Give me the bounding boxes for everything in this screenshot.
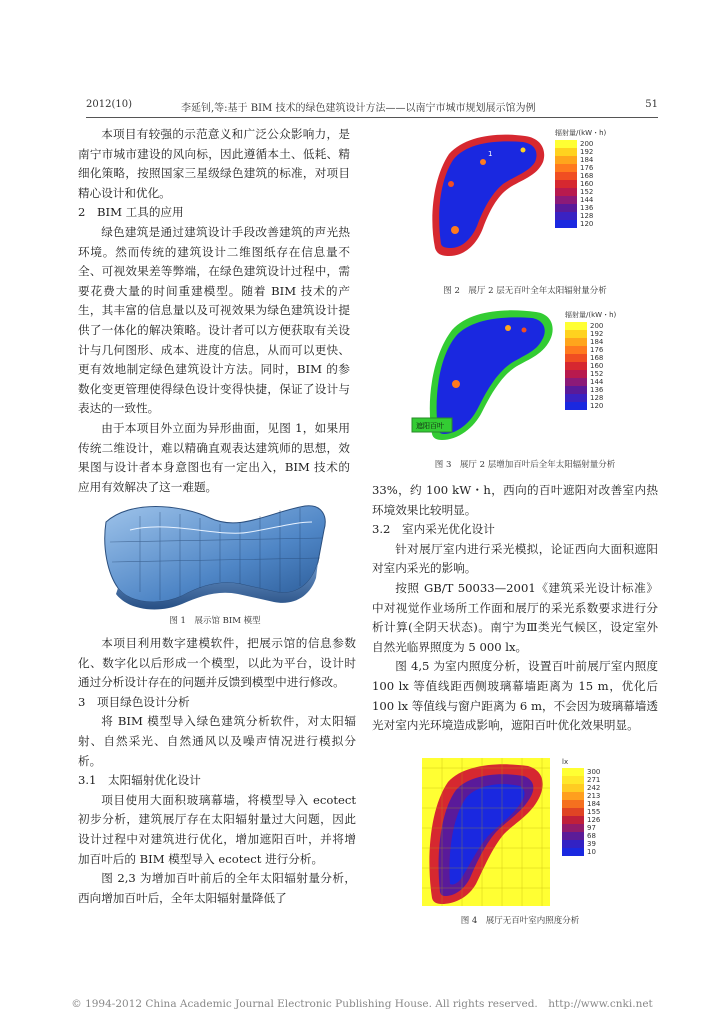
legend-entry [565, 386, 616, 394]
legend-entry [562, 800, 600, 808]
legend-value: 144 [580, 196, 594, 204]
legend-value: 152 [580, 188, 594, 196]
legend-swatch [565, 354, 587, 362]
figure-4-legend [562, 758, 600, 856]
legend-entry [562, 792, 600, 800]
legend-value: 176 [590, 346, 604, 354]
legend-value: 39 [587, 840, 596, 848]
legend-value: 136 [590, 386, 604, 394]
right-column-text [372, 481, 658, 736]
legend-entry [555, 188, 606, 196]
legend-value: 184 [590, 338, 604, 346]
legend-value: 97 [587, 824, 596, 832]
legend-swatch [562, 800, 584, 808]
legend-swatch [565, 402, 587, 410]
legend-value: 168 [590, 354, 604, 362]
legend-entry [555, 140, 606, 148]
legend-entry [555, 164, 606, 172]
figure-4-caption: 图 4 展厅无百叶室内照度分析 [460, 916, 580, 926]
legend-swatch [565, 378, 587, 386]
legend-entry [555, 172, 606, 180]
legend-value: 213 [587, 792, 601, 800]
paragraph: 本项目有较强的示范意义和广泛公众影响力，是南宁市城市建设的风向标，因此遵循本土、低耗、精细化策略，按照国家三星级绿色建筑的标准，对项目精心设计和优化。 [78, 127, 350, 200]
paragraph: 由于本项目外立面为异形曲面，见图 1，如果用传统二维设计，难以精确直观表达建筑师的思想，效果图与设计者本身意图也有一定出入，BIM 技术的应用有效解决了这一难题。 [78, 420, 350, 494]
legend-value: 152 [590, 370, 604, 378]
legend-value: 184 [580, 156, 594, 164]
legend-entry [562, 784, 600, 792]
figure-3-radiation-map [410, 306, 560, 446]
legend-swatch [562, 848, 584, 856]
paragraph: 按照 GB/T 50033—2001《建筑采光设计标准》中对视觉作业场所工作面和展厅的采光系数要求进行分析计算(全阴天状态)。南宁为Ⅲ类光气候区，设定室外自然光临界照度为 5 000 lx。 [372, 580, 658, 654]
legend-swatch [565, 346, 587, 354]
legend-entry [562, 816, 600, 824]
legend-swatch [555, 188, 577, 196]
legend-entry [555, 196, 606, 204]
legend-swatch [562, 792, 584, 800]
left-column-bottom [78, 634, 356, 908]
legend-swatch [555, 148, 577, 156]
legend-value: 68 [587, 832, 596, 840]
legend-entry [565, 322, 616, 330]
legend-value: 200 [590, 322, 604, 330]
legend-swatch [562, 768, 584, 776]
legend-swatch [565, 370, 587, 378]
legend-entry [555, 180, 606, 188]
legend-value: 120 [580, 220, 594, 228]
legend-value: 176 [580, 164, 594, 172]
figure-3-legend [565, 310, 616, 410]
legend-swatch [562, 824, 584, 832]
legend-value: 120 [590, 402, 604, 410]
legend-entry [562, 824, 600, 832]
legend-value: 242 [587, 784, 601, 792]
legend-entry [565, 338, 616, 346]
legend-entry [565, 354, 616, 362]
legend-swatch [562, 784, 584, 792]
legend-swatch [555, 220, 577, 228]
legend-entry [562, 832, 600, 840]
paragraph: 33%，约 100 kW・h，西向的百叶遮阳对改善室内热环境效果比较明显。 [372, 483, 658, 517]
figure-3-callout: 遮阳百叶 [416, 422, 444, 430]
legend-swatch [555, 180, 577, 188]
legend-swatch [565, 386, 587, 394]
legend-entry [562, 840, 600, 848]
legend-title: lx [562, 758, 569, 766]
issue-number: 2012(10) [86, 99, 132, 110]
legend-entry [555, 220, 606, 228]
legend-swatch [562, 808, 584, 816]
legend-entry [565, 330, 616, 338]
legend-entry [562, 848, 600, 856]
figure-3-caption: 图 3 展厅 2 层增加百叶后全年太阳辐射量分析 [434, 460, 616, 470]
legend-entry [565, 402, 616, 410]
legend-value: 160 [590, 362, 604, 370]
figure-2-marker: 1 [488, 150, 493, 158]
legend-value: 128 [590, 394, 604, 402]
legend-entry [565, 346, 616, 354]
legend-swatch [565, 338, 587, 346]
legend-value: 10 [587, 848, 596, 856]
running-header [86, 99, 658, 115]
figure-1-caption: 图 1 展示馆 BIM 模型 [169, 616, 261, 626]
legend-swatch [555, 164, 577, 172]
page-number: 51 [645, 99, 658, 110]
legend-entry [565, 378, 616, 386]
legend-value: 192 [580, 148, 594, 156]
legend-entry [555, 156, 606, 164]
legend-swatch [555, 156, 577, 164]
legend-title: 辐射量/(kW・h) [565, 311, 617, 319]
header-rule [86, 117, 658, 118]
legend-entry [565, 394, 616, 402]
legend-value: 144 [590, 378, 604, 386]
paragraph: 项目使用大面积玻璃幕墙，将模型导入 ecotect 初步分析，建筑展厅存在太阳辐射量过大问题，因此设计过程中对建筑进行优化，增加遮阳百叶，并将增加百叶后的 BIM 模型导入 ecotect 进行分析。 [78, 792, 356, 866]
figure-2-legend [555, 128, 606, 228]
legend-title: 辐射量/(kW・h) [555, 129, 607, 137]
paragraph: 本项目利用数字建模软件，把展示馆的信息参数化、数字化以后形成一个模型，以此为平台，设计时通过分析设计存在的问题并反馈到模型中进行修改。 [78, 636, 356, 690]
legend-value: 192 [590, 330, 604, 338]
legend-swatch [562, 776, 584, 784]
legend-value: 184 [587, 800, 601, 808]
legend-value: 300 [587, 768, 601, 776]
legend-swatch [555, 212, 577, 220]
section-heading-3-2: 3.2 室内采光优化设计 [372, 522, 495, 537]
legend-entry [562, 768, 600, 776]
legend-value: 160 [580, 180, 594, 188]
left-column-top [78, 125, 350, 497]
legend-value: 271 [587, 776, 601, 784]
paragraph: 绿色建筑是通过建筑设计手段改善建筑的声光热环境。然而传统的建筑设计二维图纸存在信息量不全、可视效果差等弊端，在绿色建筑设计过程中，需要花费大量的时间重建模型。随着 BIM 技术的产生，其丰富的信息量以及可视效果为绿色建筑设计提供了一体化的解决策略。设计者可以方便获取有关设计与几何图形、成本、进度的信息，从而可以更快、更有效地制定绿色建筑设计方法。同时，BIM 的参数化变更管理使得绿色设计变得快捷，保证了设计与表达的一致性。 [78, 224, 350, 416]
paragraph: 将 BIM 模型导入绿色建筑分析软件，对太阳辐射、自然采光、自然通风以及噪声情况进行模拟分析。 [78, 714, 356, 768]
legend-entry [555, 204, 606, 212]
paragraph: 图 4,5 为室内照度分析，设置百叶前展厅室内照度 100 lx 等值线距西侧玻璃幕墙距离为 15 m，优化后 100 lx 等值线与窗户距离为 6 m，不会因为玻璃幕墙透光对室内光环境造成影响，遮阳百叶优化效果明显。 [372, 659, 658, 733]
figure-4-illuminance-map [422, 758, 550, 906]
legend-swatch [555, 140, 577, 148]
section-heading-2: 2 BIM 工具的应用 [78, 205, 184, 220]
legend-value: 200 [580, 140, 594, 148]
paragraph: 图 2,3 为增加百叶前后的全年太阳辐射量分析，西向增加百叶后，全年太阳辐射量降低了 [78, 871, 356, 905]
legend-value: 155 [587, 808, 601, 816]
legend-value: 128 [580, 212, 594, 220]
figure-1-bim-model [100, 492, 330, 610]
legend-entry [562, 808, 600, 816]
legend-entry [565, 370, 616, 378]
legend-swatch [562, 840, 584, 848]
legend-swatch [565, 394, 587, 402]
section-heading-3: 3 项目绿色设计分析 [78, 694, 190, 709]
legend-swatch [562, 816, 584, 824]
section-heading-3-1: 3.1 太阳辐射优化设计 [78, 773, 201, 788]
legend-swatch [565, 330, 587, 338]
figure-2-radiation-map [425, 128, 550, 263]
legend-swatch [565, 322, 587, 330]
legend-value: 168 [580, 172, 594, 180]
legend-entry [565, 362, 616, 370]
running-title: 李延钊,等:基于 BIM 技术的绿色建筑设计方法——以南宁市城市规划展示馆为例 [181, 103, 536, 114]
legend-value: 126 [587, 816, 601, 824]
legend-swatch [565, 362, 587, 370]
paragraph: 针对展厅室内进行采光模拟，论证西向大面积遮阳对室内采光的影响。 [372, 541, 658, 576]
legend-swatch [555, 196, 577, 204]
legend-swatch [555, 172, 577, 180]
legend-value: 136 [580, 204, 594, 212]
legend-entry [555, 212, 606, 220]
legend-swatch [562, 832, 584, 840]
legend-entry [555, 148, 606, 156]
legend-entry [562, 776, 600, 784]
legend-swatch [555, 204, 577, 212]
copyright-footer: © 1994-2012 China Academic Journal Electronic Publishing House. All rights reserved. http://www.cnki.net [71, 998, 653, 1010]
figure-2-caption: 图 2 展厅 2 层无百叶全年太阳辐射量分析 [443, 286, 607, 296]
